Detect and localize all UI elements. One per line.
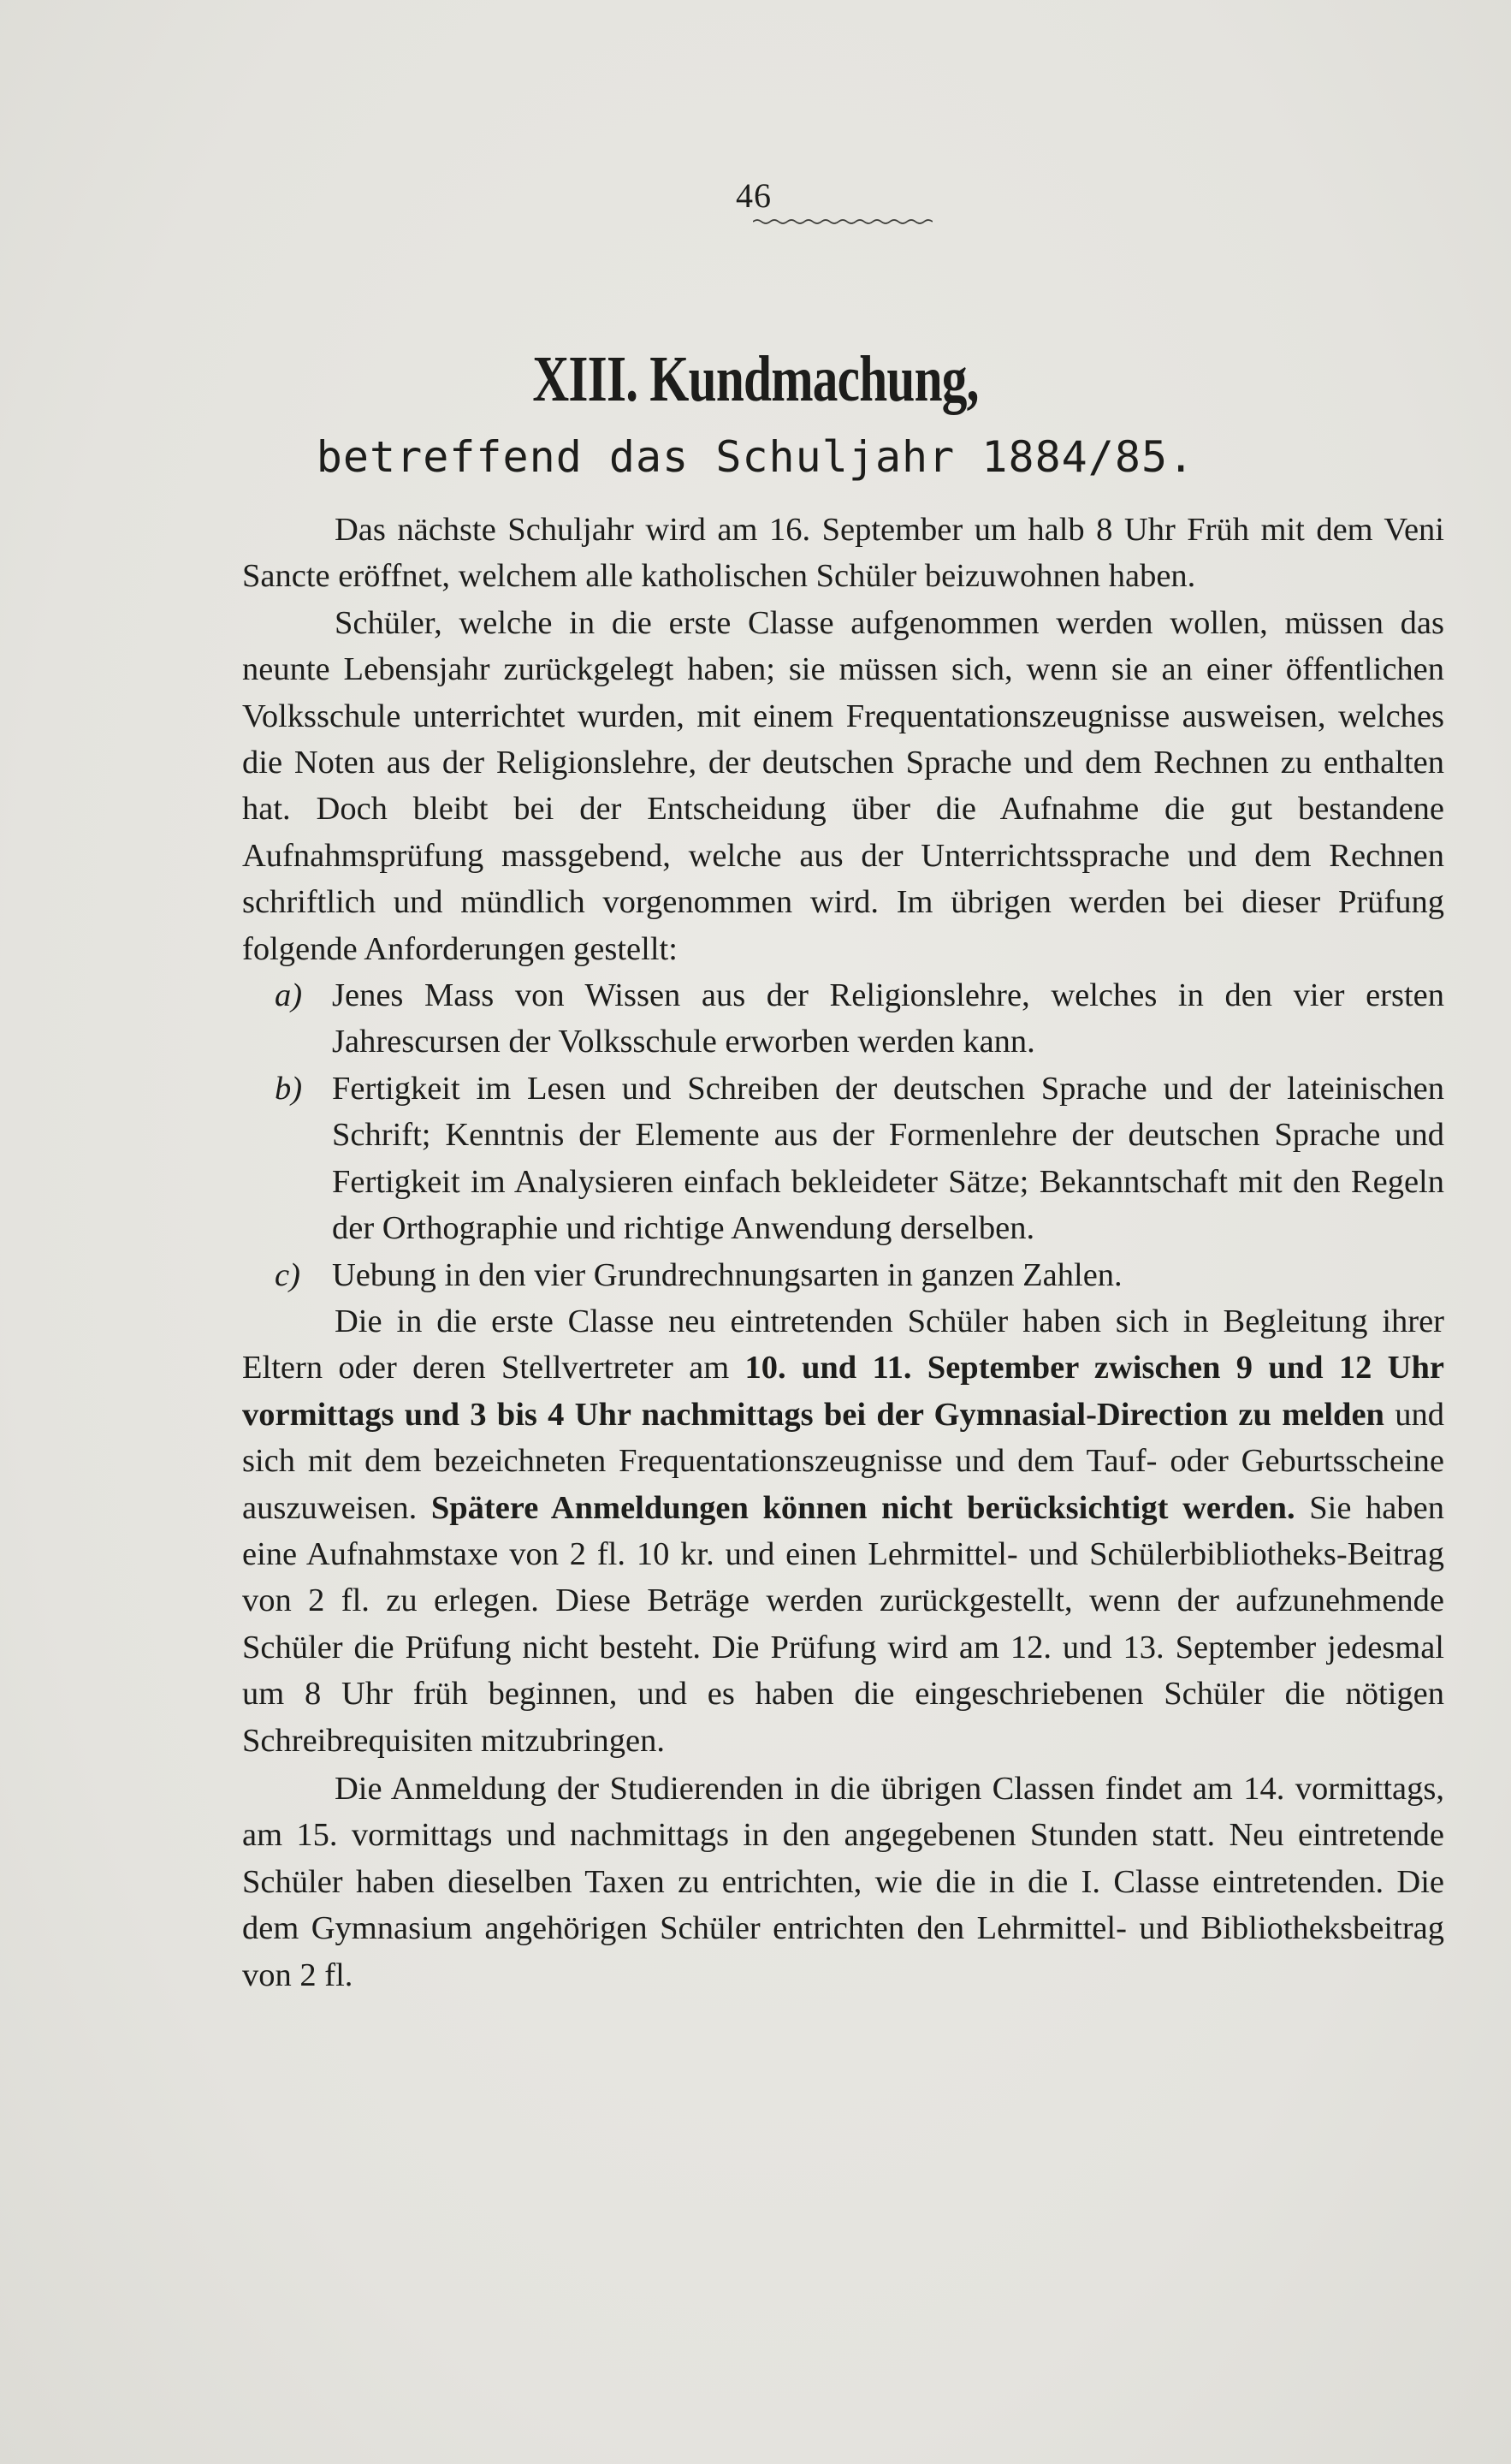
- late-registration-notice: Spätere Anmeldungen können nicht berücksichtigt werden.: [430, 1489, 1295, 1526]
- page-number-container: [0, 175, 1511, 217]
- paragraph-3-part-1: Die in die erste Classe neu eintretenden Schüler haben sich in Begleitung ihrer Eltern oder deren Stellvertreter am: [242, 1303, 1444, 1386]
- registration-dates-emphasis: 10. und 11. September zwischen 9 und 12 Uhr vormittags und 3 bis 4 Uhr nachmittags bei der Gymnasial-Direction zu melden: [242, 1350, 1444, 1433]
- list-item-a: [242, 972, 1444, 1066]
- list-item-b: [242, 1066, 1444, 1252]
- paragraph-4: Die Anmeldung der Studierenden in die übrigen Classen findet am 14. vormittags, am 15. vormittags und nachmittags in den angegebenen Stunden statt. Neu eintretende Schüler haben dieselben Taxen zu entrichten, wie die in die I. Classe eintretenden. Die dem Gymnasium angehörigen Schüler entrichten den Lehrmittel- und Bibliotheksbeitrag von 2 fl.: [242, 1770, 1444, 1993]
- paragraph-2: Schüler, welche in die erste Classe aufgenommen werden wollen, müssen das neunte Lebensjahr zurückgelegt haben; sie müssen sich, wenn sie an einer öffentlichen Volksschule unterrichtet wurden, mit einem Frequentationszeugnisse ausweisen, welches die Noten aus der Religionslehre, der deutschen Sprache und dem Rechnen zu enthalten hat. Doch bleibt bei der Entscheidung über die Aufnahme die gut bestandene Aufnahmsprüfung massgebend, welche aus der Unterrichtssprache und dem Rechnen schriftlich und mündlich vorgenommen wird. Im übrigen werden bei dieser Prüfung folgende Anforderungen gestellt:: [242, 604, 1444, 967]
- list-text-b: Fertigkeit im Lesen und Schreiben der deutschen Sprache und der lateinischen Schrift; Kenntnis der Elemente aus der Formenlehre der deutschen Sprache und Fertigkeit im Analysieren einfach bekleideter Sätze; Bekanntschaft mit den Regeln der Orthographie und richtige Anwendung derselben.: [332, 1070, 1444, 1247]
- paragraph-3: [242, 1298, 1444, 1764]
- body-text: [242, 507, 1444, 1998]
- page-number: 46: [736, 176, 772, 215]
- list-marker-c: c): [275, 1256, 300, 1293]
- paragraph-3-part-3: Sie haben eine Aufnahmstaxe von 2 fl. 10 kr. und einen Lehrmittel- und Schülerbibliotheks-Beitrag von 2 fl. zu erlegen. Diese Beträge werden zurückgestellt, wenn der aufzunehmende Schüler die Prüfung nicht besteht. Die Prüfung wird am 12. und 13. September jedesmal um 8 Uhr früh beginnen, und es haben die eingeschriebenen Schüler die nötigen Schreibrequisiten mitzubringen.: [242, 1489, 1444, 1759]
- paragraph-1: Das nächste Schuljahr wird am 16. September um halb 8 Uhr Früh mit dem Veni Sancte eröffnet, welchem alle katholischen Schüler beizuwohnen haben.: [242, 512, 1444, 595]
- section-heading: XIII. Kundmachung,: [532, 343, 979, 415]
- list-marker-a: a): [275, 977, 303, 1014]
- paragraph-3-part-2: und sich mit dem bezeichneten Frequentationszeugnisse und dem Tauf- oder Geburtsscheine auszuweisen.: [242, 1396, 1445, 1526]
- list-text-a: Jenes Mass von Wissen aus der Religionslehre, welches in den vier ersten Jahrescursen der Volksschule erworben werden kann.: [332, 977, 1444, 1060]
- list-marker-b: b): [275, 1070, 303, 1107]
- page-number-ornament: [753, 218, 933, 225]
- list-text-c: Uebung in den vier Grundrechnungsarten in ganzen Zahlen.: [332, 1256, 1123, 1293]
- list-item-c: [242, 1252, 1444, 1298]
- section-subheading: betreffend das Schuljahr 1884/85.: [316, 432, 1195, 482]
